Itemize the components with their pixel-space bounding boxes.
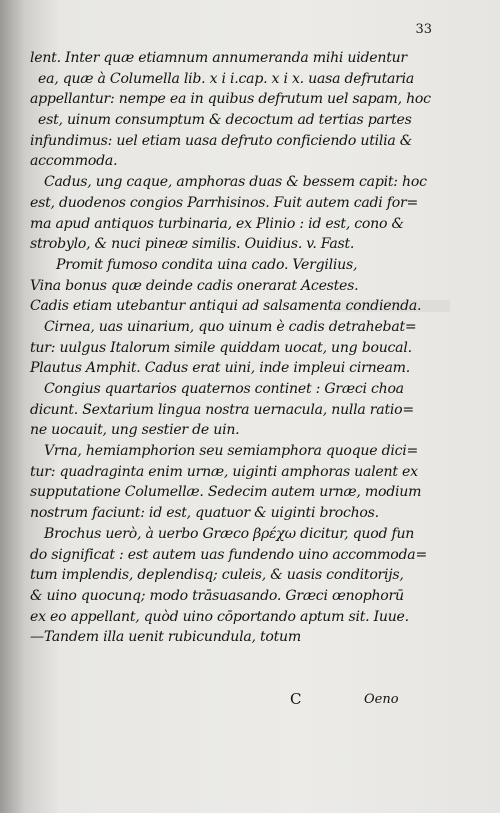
text-line: do significat : est autem uas fundendo uino accommoda=: [30, 546, 428, 563]
text-line: Promit fumoso condita uina cado. Vergilius,: [56, 256, 358, 273]
text-line: Vrna, hemiamphorion seu semiamphora quoque dici=: [44, 443, 419, 460]
text-line: supputatione Columellæ. Sedecim autem urnæ, modium: [30, 484, 422, 501]
text-line: tur: uulgus Italorum simile quiddam uocat, ung boucal.: [30, 339, 412, 356]
text-line: est, uinum consumptum & decoctum ad tertias partes: [38, 112, 412, 129]
catchword: Oeno: [364, 692, 399, 707]
text-line: strobylo, & nuci pineæ similis. Ouidius. v. Fast.: [30, 236, 355, 253]
text-line: ne uocauit, ung sestier de uin.: [30, 422, 240, 439]
text-line: ea, quæ à Columella lib. x i i.cap. x i x. uasa defrutaria: [38, 70, 415, 87]
text-line: & uino quocunq; modo trāsuasando. Græci œnophorū: [30, 587, 404, 604]
text-line: infundimus: uel etiam uasa defruto conficiendo utilia &: [30, 132, 413, 149]
text-line: ma apud antiquos turbinaria, ex Plinio : id est, cono &: [30, 215, 404, 232]
text-line: appellantur: nempe ea in quibus defrutum uel sapam, hoc: [30, 91, 431, 108]
text-line: nostrum faciunt: id est, quatuor & uiginti brochos.: [30, 505, 379, 522]
text-line: Cadis etiam utebantur antiqui ad salsamenta condienda.: [30, 298, 422, 315]
text-line: est, duodenos congios Parrhisinos. Fuit autem cadi for=: [30, 194, 419, 211]
text-line: ex eo appellant, quòd uino cōportando aptum sit. Iuue.: [30, 608, 409, 625]
text-line: Cirnea, uas uinarium, quo uinum è cadis detrahebat=: [44, 318, 417, 335]
text-line: Cadus, ung caque, amphoras duas & bessem capit: hoc: [44, 174, 427, 191]
text-line: Plautus Amphit. Cadus erat uini, inde impleui cirneam.: [30, 360, 410, 377]
text-line: accommoda.: [30, 153, 118, 170]
page-number: 33: [415, 22, 432, 37]
text-line: —Tandem illa uenit rubicundula, totum: [30, 629, 302, 646]
text-line: Congius quartarios quaternos continet : Græci choa: [44, 381, 404, 397]
text-line: tum implendis, deplendisq; culeis, & uasis conditorijs,: [30, 567, 404, 584]
body-text: [30, 48, 450, 648]
signature-mark: C: [290, 690, 302, 708]
text-line: tur: quadraginta enim urnæ, uiginti amphoras ualent ex: [30, 463, 418, 480]
text-line: Vina bonus quæ deinde cadis onerarat Acestes.: [30, 277, 359, 294]
text-line: lent. Inter quæ etiamnum annumeranda mihi uidentur: [30, 50, 407, 66]
text-line: Brochus uerò, à uerbo Græco βρέχω dicitur, quod fun: [44, 525, 415, 542]
text-line: dicunt. Sextarium lingua nostra uernacula, nulla ratio=: [30, 401, 414, 418]
page-footer: [0, 690, 500, 712]
